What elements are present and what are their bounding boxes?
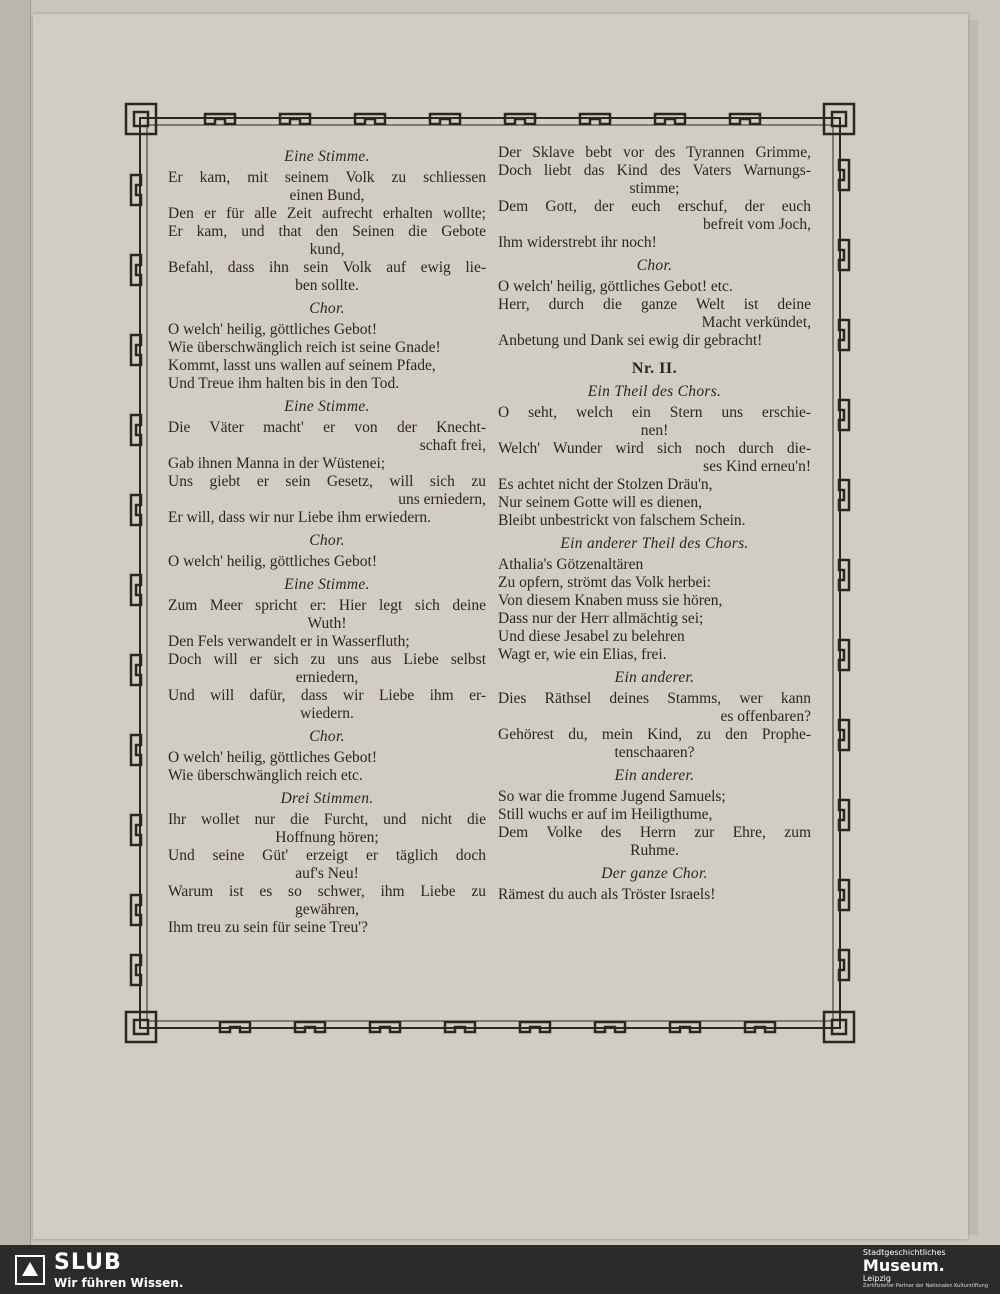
museum-note: Zertifizierter Partner der Nationalen Kulturstiftung bbox=[862, 1283, 988, 1289]
verse-line: So war die fromme Jugend Samuels; bbox=[498, 788, 726, 805]
verse-line: stimme; bbox=[629, 180, 680, 197]
verse-line: Der Sklave bebt vor des Tyrannen Grimme, bbox=[498, 144, 811, 161]
slub-logo-icon bbox=[14, 1254, 46, 1286]
verse-line: Warum ist es so schwer, ihm Liebe zu bbox=[168, 883, 486, 900]
verse-line: O welch' heilig, göttliches Gebot! bbox=[168, 749, 377, 766]
verse-line: nen! bbox=[640, 422, 669, 439]
verse-line: Befahl, dass ihn sein Volk auf ewig lie- bbox=[168, 259, 486, 276]
verse-line: Herr, durch die ganze Welt ist deine bbox=[498, 296, 811, 313]
section-heading: Eine Stimme. bbox=[284, 398, 370, 415]
museum-city: Leipzig bbox=[862, 1274, 891, 1283]
verse-line: Zu opfern, strömt das Volk herbei: bbox=[498, 574, 711, 591]
verse-line: befreit vom Joch, bbox=[702, 216, 811, 233]
verse-line: Und diese Jesabel zu belehren bbox=[498, 628, 685, 645]
verse-line: O welch' heilig, göttliches Gebot! bbox=[168, 553, 377, 570]
section-heading: Der ganze Chor. bbox=[601, 865, 708, 882]
section-heading: Chor. bbox=[309, 532, 345, 549]
section-heading: Drei Stimmen. bbox=[280, 790, 374, 807]
verse-line: Dies Räthsel deines Stamms, wer kann bbox=[498, 690, 811, 707]
museum-logo bbox=[863, 1248, 988, 1289]
verse-line: Dass nur der Herr allmächtig sei; bbox=[498, 610, 704, 627]
verse-line: Es achtet nicht der Stolzen Dräu'n, bbox=[498, 476, 713, 493]
verse-line: schaft frei, bbox=[419, 437, 486, 454]
verse-line: Athalia's Götzenaltären bbox=[498, 556, 644, 573]
verse-line: Den er für alle Zeit aufrecht erhalten wollte; bbox=[168, 205, 486, 222]
verse-line: ben sollte. bbox=[295, 277, 359, 294]
museum-name: Museum. bbox=[862, 1256, 945, 1275]
verse-line: Bleibt unbestrickt von falschem Schein. bbox=[498, 512, 746, 529]
verse-line: Dem Gott, der euch erschuf, der euch bbox=[498, 198, 811, 215]
verse-line: O welch' heilig, göttliches Gebot! etc. bbox=[498, 278, 733, 295]
verse-line: Doch will er sich zu uns aus Liebe selbst bbox=[168, 651, 486, 668]
left-text-column bbox=[168, 148, 486, 937]
museum-prefix: Stadtgeschichtliches bbox=[862, 1248, 946, 1257]
verse-line: Gehörest du, mein Kind, zu den Prophe- bbox=[498, 726, 811, 743]
verse-line: Ihm treu zu sein für seine Treu'? bbox=[168, 919, 368, 936]
section-heading: Ein Theil des Chors. bbox=[587, 383, 722, 400]
brand-tagline: Wir führen Wissen. bbox=[54, 1276, 184, 1290]
verse-line: Anbetung und Dank sei ewig dir gebracht! bbox=[498, 332, 763, 349]
verse-line: Dem Volke des Herrn zur Ehre, zum bbox=[498, 824, 811, 841]
right-text-column bbox=[498, 144, 811, 904]
verse-line: O seht, welch ein Stern uns erschie- bbox=[498, 404, 811, 421]
verse-line: Still wuchs er auf im Heiligthume, bbox=[498, 806, 713, 823]
number-heading: Nr. II. bbox=[631, 360, 678, 377]
verse-line: einen Bund, bbox=[289, 187, 365, 204]
verse-line: uns erniedern, bbox=[398, 491, 486, 508]
verse-line: Von diesem Knaben muss sie hören, bbox=[498, 592, 723, 609]
verse-line: Wie überschwänglich reich etc. bbox=[168, 767, 363, 784]
verse-line: Und Treue ihm halten bis in den Tod. bbox=[168, 375, 400, 392]
verse-line: tenschaaren? bbox=[614, 744, 695, 761]
section-heading: Eine Stimme. bbox=[284, 576, 370, 593]
verse-line: ses Kind erneu'n! bbox=[703, 458, 811, 475]
verse-line: Welch' Wunder wird sich noch durch die- bbox=[498, 440, 811, 457]
verse-line: Und will dafür, dass wir Liebe ihm er- bbox=[168, 687, 486, 704]
verse-line: Wuth! bbox=[307, 615, 347, 632]
verse-line: O welch' heilig, göttliches Gebot! bbox=[168, 321, 377, 338]
verse-line: Zum Meer spricht er: Hier legt sich deine bbox=[168, 597, 486, 614]
verse-line: Er will, dass wir nur Liebe ihm erwiedern. bbox=[168, 509, 431, 526]
section-heading: Ein anderer. bbox=[614, 767, 695, 784]
verse-line: Macht verkündet, bbox=[701, 314, 811, 331]
verse-line: erniedern, bbox=[295, 669, 359, 686]
verse-line: Ruhme. bbox=[630, 842, 679, 859]
verse-line: Nur seinem Gotte will es dienen, bbox=[498, 494, 703, 511]
verse-line: Ihm widerstrebt ihr noch! bbox=[498, 234, 657, 251]
verse-line: Er kam, mit seinem Volk zu schliessen bbox=[168, 169, 486, 186]
verse-line: auf's Neu! bbox=[295, 865, 359, 882]
section-heading: Chor. bbox=[636, 257, 673, 274]
verse-line: wiedern. bbox=[300, 705, 354, 722]
verse-line: Kommt, lasst uns wallen auf seinem Pfade, bbox=[168, 357, 436, 374]
verse-line: Gab ihnen Manna in der Wüstenei; bbox=[168, 455, 386, 472]
verse-line: Den Fels verwandelt er in Wasserfluth; bbox=[168, 633, 410, 650]
verse-line: Rämest du auch als Tröster Israels! bbox=[498, 886, 716, 903]
brand-name: SLUB bbox=[54, 1250, 122, 1275]
verse-line: Uns giebt er sein Gesetz, will sich zu bbox=[168, 473, 486, 490]
verse-line: Hoffnung hören; bbox=[275, 829, 379, 846]
section-heading: Chor. bbox=[309, 728, 345, 745]
section-heading: Ein anderer Theil des Chors. bbox=[560, 535, 749, 552]
section-heading: Ein anderer. bbox=[614, 669, 695, 686]
verse-line: Die Väter macht' er von der Knecht- bbox=[168, 419, 486, 436]
verse-line: Wagt er, wie ein Elias, frei. bbox=[498, 646, 667, 663]
section-heading: Chor. bbox=[309, 300, 345, 317]
section-heading: Eine Stimme. bbox=[284, 148, 370, 165]
verse-line: Ihr wollet nur die Furcht, und nicht die bbox=[168, 811, 486, 828]
verse-line: Und seine Güt' erzeigt er täglich doch bbox=[168, 847, 486, 864]
verse-line: Er kam, und that den Seinen die Gebote bbox=[168, 223, 486, 240]
verse-line: kund, bbox=[309, 241, 345, 258]
verse-line: Doch liebt das Kind des Vaters Warnungs- bbox=[498, 162, 811, 179]
verse-line: es offenbaren? bbox=[720, 708, 811, 725]
verse-line: Wie überschwänglich reich ist seine Gnade! bbox=[168, 339, 441, 356]
verse-line: gewähren, bbox=[294, 901, 360, 918]
